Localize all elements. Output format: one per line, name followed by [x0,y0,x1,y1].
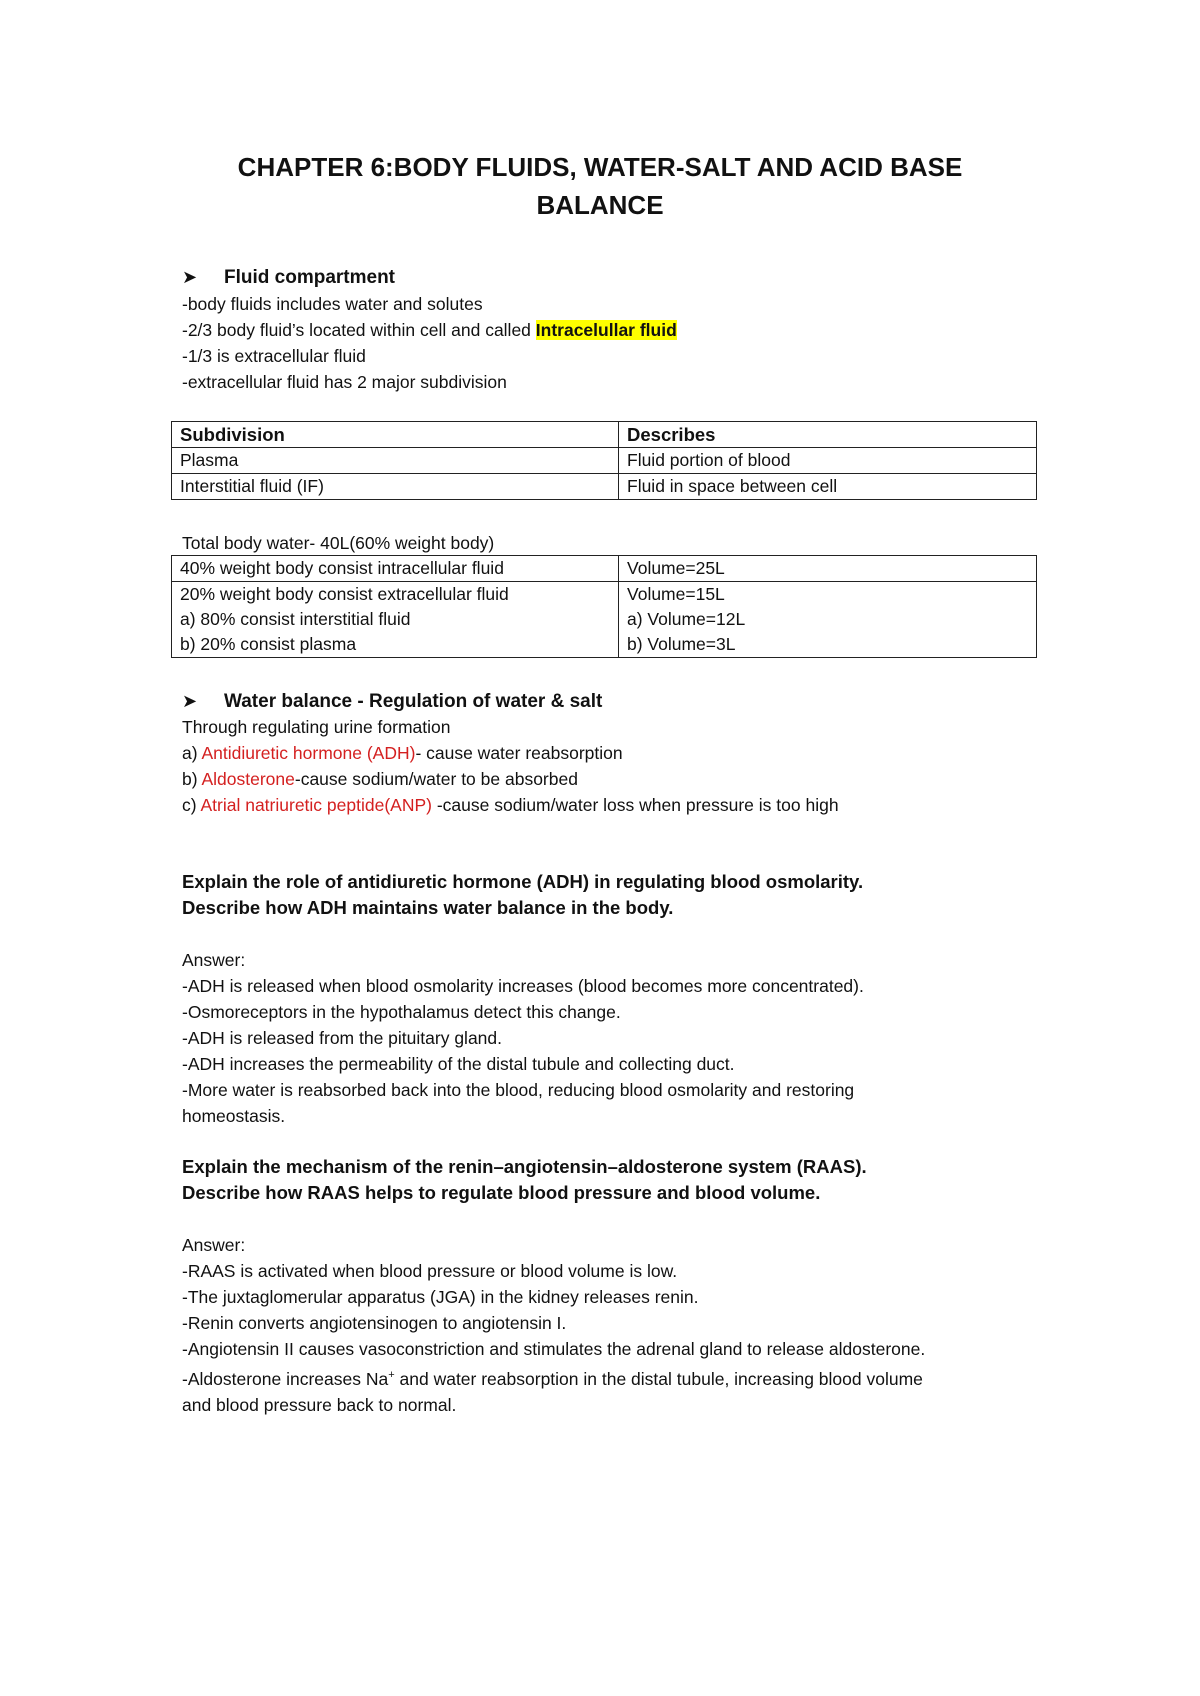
water-balance-heading [182,688,602,715]
body-line: -1/3 is extracellular fluid [182,346,366,366]
body-line: -extracellular fluid has 2 major subdivision [182,372,507,392]
hormone-term: Atrial natriuretic peptide(ANP) [200,795,432,815]
heading-text: Water balance - Regulation of water & salt [224,691,603,712]
answer-line: homeostasis. [182,1106,286,1126]
list-item: b) Aldosterone-cause sodium/water to be absorbed [182,769,578,789]
body-line: Through regulating urine formation [182,717,451,737]
answer-line: -Aldosterone increases Na+ and water reabsorption in the distal tubule, increasing blood volume [182,1368,923,1389]
answer-2 [182,1232,1062,1418]
table-cell: Plasma [172,448,619,474]
arrow-bullet-icon: ➤ [182,691,198,711]
table-header-cell: Describes [619,422,1037,448]
table-cell: Fluid portion of blood [619,448,1037,474]
answer-line: -More water is reabsorbed back into the blood, reducing blood osmolarity and restoring [182,1080,855,1100]
table-row [172,582,1037,658]
body-line: -2/3 body fluid’s located within cell and called Intracelullar fluid [182,320,677,340]
table-header-cell: Subdivision [172,422,619,448]
hormone-term: Antidiuretic hormone (ADH) [201,743,416,763]
answer-label: Answer: [182,950,246,970]
table-row [172,474,1037,500]
heading-text: Fluid compartment [224,267,396,288]
answer-line: -Renin converts angiotensinogen to angiotensin I. [182,1313,567,1333]
title-line-2: BALANCE [536,190,664,220]
body-water-table [171,555,1037,658]
table-cell: 20% weight body consist extracellular fluid a) 80% consist interstitial fluid b) 20% consist plasma [172,582,619,658]
table-cell: Fluid in space between cell [619,474,1037,500]
subdivision-table [171,421,1037,500]
total-body-water-label: Total body water- 40L(60% weight body) [182,533,495,553]
table-cell: Interstitial fluid (IF) [172,474,619,500]
page-title [150,148,1050,224]
fluid-compartment-body [182,291,1062,395]
hormone-term: Aldosterone [201,769,295,789]
fluid-compartment-heading [182,264,395,291]
arrow-bullet-icon: ➤ [182,267,198,287]
answer-line: -ADH increases the permeability of the distal tubule and collecting duct. [182,1054,735,1074]
title-line-1: CHAPTER 6:BODY FLUIDS, WATER-SALT AND ACID BASE [237,152,963,182]
question-2: Explain the mechanism of the renin–angiotensin–aldosterone system (RAAS). Describe how RAAS helps to regulate blood pressure and blood volume. [182,1156,867,1203]
answer-line: and blood pressure back to normal. [182,1394,457,1415]
table-row [172,448,1037,474]
list-item: a) Antidiuretic hormone (ADH)- cause water reabsorption [182,743,623,763]
answer-line: -ADH is released from the pituitary gland. [182,1028,502,1048]
answer-line: -The juxtaglomerular apparatus (JGA) in the kidney releases renin. [182,1287,699,1307]
answer-line: -Osmoreceptors in the hypothalamus detect this change. [182,1002,621,1022]
table-row [172,556,1037,582]
answer-1 [182,947,1062,1129]
question-1: Explain the role of antidiuretic hormone (ADH) in regulating blood osmolarity. Describe how ADH maintains water balance in the body. [182,871,864,918]
answer-label: Answer: [182,1235,246,1255]
list-item: c) Atrial natriuretic peptide(ANP) -cause sodium/water loss when pressure is too high [182,795,839,815]
table-header-row [172,422,1037,448]
water-balance-body [182,714,1062,818]
highlighted-term: Intracelullar fluid [535,320,677,340]
table-cell: Volume=25L [619,556,1037,582]
body-line: -body fluids includes water and solutes [182,294,483,314]
answer-line: -Angiotensin II causes vasoconstriction and stimulates the adrenal gland to release aldosterone. [182,1339,926,1359]
table-cell: Volume=15L a) Volume=12L b) Volume=3L [619,582,1037,658]
table-cell: 40% weight body consist intracellular fluid [172,556,619,582]
answer-line: -RAAS is activated when blood pressure or blood volume is low. [182,1261,678,1281]
answer-line: -ADH is released when blood osmolarity increases (blood becomes more concentrated). [182,976,864,996]
